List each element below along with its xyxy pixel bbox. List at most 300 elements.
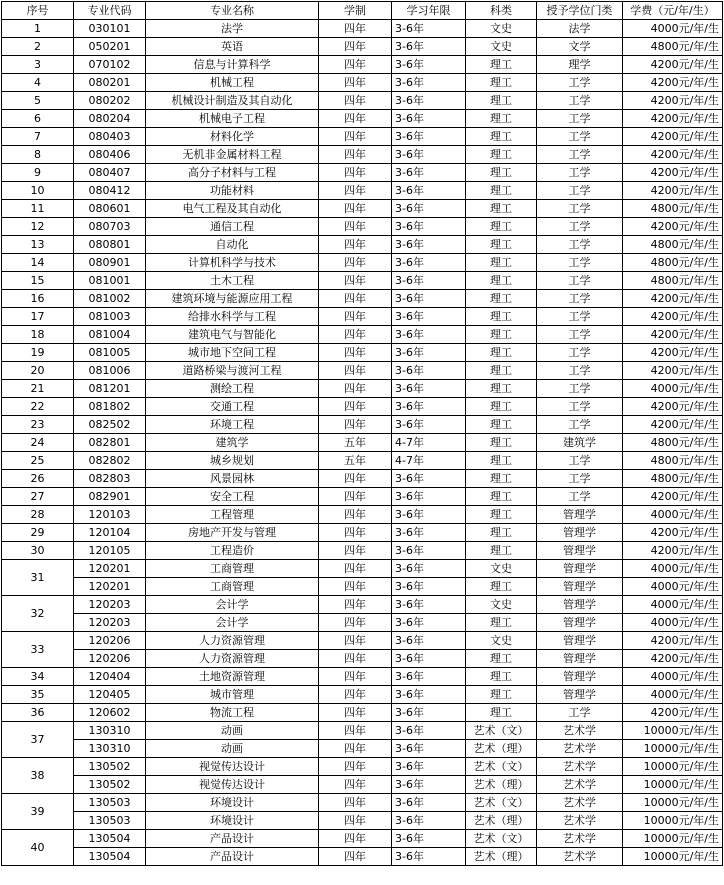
- category-cell: 文史: [466, 596, 537, 614]
- major-name-cell: 法学: [146, 20, 319, 38]
- study-years-cell: 3-6年: [392, 398, 466, 416]
- index-cell: 10: [2, 182, 74, 200]
- duration-cell: 四年: [319, 20, 392, 38]
- tuition-cell: 4000元/年/生: [623, 578, 723, 596]
- degree-cell: 工学: [537, 470, 623, 488]
- degree-cell: 工学: [537, 416, 623, 434]
- major-code-cell: 120203: [74, 596, 146, 614]
- major-name-cell: 机械工程: [146, 74, 319, 92]
- tuition-cell: 4200元/年/生: [623, 164, 723, 182]
- major-code-cell: 030101: [74, 20, 146, 38]
- degree-cell: 工学: [537, 704, 623, 722]
- major-name-cell: 功能材料: [146, 182, 319, 200]
- degree-cell: 法学: [537, 20, 623, 38]
- major-code-cell: 080204: [74, 110, 146, 128]
- study-years-cell: 3-6年: [392, 686, 466, 704]
- category-cell: 理工: [466, 272, 537, 290]
- degree-cell: 理学: [537, 56, 623, 74]
- tuition-cell: 4200元/年/生: [623, 542, 723, 560]
- category-cell: 文史: [466, 632, 537, 650]
- duration-cell: 四年: [319, 362, 392, 380]
- table-row: [2, 164, 723, 182]
- study-years-cell: 3-6年: [392, 812, 466, 830]
- table-row: [2, 776, 723, 794]
- major-name-cell: 人力资源管理: [146, 632, 319, 650]
- study-years-cell: 3-6年: [392, 164, 466, 182]
- major-name-cell: 道路桥梁与渡河工程: [146, 362, 319, 380]
- index-cell: 25: [2, 452, 74, 470]
- duration-cell: 四年: [319, 326, 392, 344]
- duration-cell: 四年: [319, 92, 392, 110]
- category-cell: 理工: [466, 254, 537, 272]
- study-years-cell: 3-6年: [392, 632, 466, 650]
- study-years-cell: 3-6年: [392, 668, 466, 686]
- degree-cell: 工学: [537, 182, 623, 200]
- category-cell: 理工: [466, 182, 537, 200]
- category-cell: 理工: [466, 92, 537, 110]
- study-years-cell: 3-6年: [392, 488, 466, 506]
- study-years-cell: 3-6年: [392, 362, 466, 380]
- duration-cell: 四年: [319, 830, 392, 848]
- duration-cell: 四年: [319, 560, 392, 578]
- table-row: [2, 362, 723, 380]
- major-name-cell: 房地产开发与管理: [146, 524, 319, 542]
- tuition-cell: 4800元/年/生: [623, 272, 723, 290]
- degree-cell: 工学: [537, 308, 623, 326]
- study-years-cell: 3-6年: [392, 20, 466, 38]
- tuition-cell: 4200元/年/生: [623, 416, 723, 434]
- tuition-cell: 4200元/年/生: [623, 524, 723, 542]
- major-code-cell: 082801: [74, 434, 146, 452]
- study-years-cell: 3-6年: [392, 344, 466, 362]
- tuition-cell: 4000元/年/生: [623, 506, 723, 524]
- major-name-cell: 给排水科学与工程: [146, 308, 319, 326]
- table-row: [2, 38, 723, 56]
- study-years-cell: 3-6年: [392, 776, 466, 794]
- table-row: [2, 74, 723, 92]
- study-years-cell: 3-6年: [392, 506, 466, 524]
- category-cell: 艺术（文）: [466, 830, 537, 848]
- degree-cell: 艺术学: [537, 812, 623, 830]
- index-cell: 11: [2, 200, 74, 218]
- index-cell: 26: [2, 470, 74, 488]
- table-row: [2, 812, 723, 830]
- duration-cell: 四年: [319, 632, 392, 650]
- header-category: 科类: [466, 2, 537, 20]
- table-row: [2, 128, 723, 146]
- index-cell: 8: [2, 146, 74, 164]
- category-cell: 理工: [466, 650, 537, 668]
- study-years-cell: 3-6年: [392, 542, 466, 560]
- study-years-cell: 3-6年: [392, 38, 466, 56]
- duration-cell: 五年: [319, 452, 392, 470]
- degree-cell: 工学: [537, 164, 623, 182]
- degree-cell: 工学: [537, 254, 623, 272]
- table-row: [2, 650, 723, 668]
- major-name-cell: 人力资源管理: [146, 650, 319, 668]
- table-row: [2, 704, 723, 722]
- table-row: [2, 92, 723, 110]
- study-years-cell: 3-6年: [392, 848, 466, 866]
- degree-cell: 建筑学: [537, 434, 623, 452]
- table-row: [2, 686, 723, 704]
- table-row: [2, 200, 723, 218]
- major-name-cell: 环境工程: [146, 416, 319, 434]
- category-cell: 理工: [466, 290, 537, 308]
- header-degree: 授予学位门类: [537, 2, 623, 20]
- index-cell: 22: [2, 398, 74, 416]
- category-cell: 艺术（文）: [466, 758, 537, 776]
- index-cell: 27: [2, 488, 74, 506]
- tuition-cell: 10000元/年/生: [623, 794, 723, 812]
- index-cell: 30: [2, 542, 74, 560]
- category-cell: 艺术（理）: [466, 740, 537, 758]
- tuition-cell: 4000元/年/生: [623, 20, 723, 38]
- degree-cell: 工学: [537, 326, 623, 344]
- major-name-cell: 自动化: [146, 236, 319, 254]
- index-cell: 35: [2, 686, 74, 704]
- study-years-cell: 4-7年: [392, 452, 466, 470]
- table-row: [2, 146, 723, 164]
- major-name-cell: 建筑环境与能源应用工程: [146, 290, 319, 308]
- index-cell: 38: [2, 758, 74, 794]
- category-cell: 理工: [466, 146, 537, 164]
- study-years-cell: 3-6年: [392, 380, 466, 398]
- major-code-cell: 081001: [74, 272, 146, 290]
- degree-cell: 工学: [537, 380, 623, 398]
- major-name-cell: 建筑学: [146, 434, 319, 452]
- major-code-cell: 130310: [74, 722, 146, 740]
- category-cell: 艺术（理）: [466, 812, 537, 830]
- major-name-cell: 动画: [146, 722, 319, 740]
- major-code-cell: 081201: [74, 380, 146, 398]
- major-code-cell: 050201: [74, 38, 146, 56]
- header-tuition: 学费（元/年/生）: [623, 2, 723, 20]
- tuition-cell: 4800元/年/生: [623, 200, 723, 218]
- study-years-cell: 3-6年: [392, 758, 466, 776]
- duration-cell: 四年: [319, 398, 392, 416]
- tuition-cell: 10000元/年/生: [623, 776, 723, 794]
- study-years-cell: 3-6年: [392, 128, 466, 146]
- major-name-cell: 环境设计: [146, 812, 319, 830]
- degree-cell: 工学: [537, 218, 623, 236]
- study-years-cell: 4-7年: [392, 434, 466, 452]
- major-code-cell: 120203: [74, 614, 146, 632]
- major-name-cell: 材料化学: [146, 128, 319, 146]
- table-row: [2, 524, 723, 542]
- table-row: [2, 740, 723, 758]
- index-cell: 1: [2, 20, 74, 38]
- duration-cell: 四年: [319, 650, 392, 668]
- category-cell: 文史: [466, 20, 537, 38]
- index-cell: 3: [2, 56, 74, 74]
- duration-cell: 四年: [319, 128, 392, 146]
- degree-cell: 管理学: [537, 506, 623, 524]
- table-row: [2, 308, 723, 326]
- study-years-cell: 3-6年: [392, 722, 466, 740]
- degree-cell: 管理学: [537, 542, 623, 560]
- degree-cell: 工学: [537, 236, 623, 254]
- table-row: [2, 470, 723, 488]
- tuition-cell: 4000元/年/生: [623, 380, 723, 398]
- category-cell: 艺术（理）: [466, 848, 537, 866]
- header-index: 序号: [2, 2, 74, 20]
- category-cell: 艺术（文）: [466, 722, 537, 740]
- tuition-cell: 4200元/年/生: [623, 290, 723, 308]
- major-name-cell: 工程管理: [146, 506, 319, 524]
- study-years-cell: 3-6年: [392, 92, 466, 110]
- major-code-cell: 080703: [74, 218, 146, 236]
- study-years-cell: 3-6年: [392, 272, 466, 290]
- index-cell: 24: [2, 434, 74, 452]
- major-code-cell: 080202: [74, 92, 146, 110]
- index-cell: 33: [2, 632, 74, 668]
- tuition-cell: 4800元/年/生: [623, 254, 723, 272]
- category-cell: 理工: [466, 542, 537, 560]
- major-name-cell: 会计学: [146, 614, 319, 632]
- table-row: [2, 452, 723, 470]
- tuition-cell: 10000元/年/生: [623, 740, 723, 758]
- tuition-cell: 4200元/年/生: [623, 92, 723, 110]
- category-cell: 理工: [466, 74, 537, 92]
- duration-cell: 四年: [319, 254, 392, 272]
- index-cell: 34: [2, 668, 74, 686]
- category-cell: 理工: [466, 506, 537, 524]
- index-cell: 31: [2, 560, 74, 596]
- category-cell: 理工: [466, 344, 537, 362]
- index-cell: 19: [2, 344, 74, 362]
- table-row: [2, 542, 723, 560]
- study-years-cell: 3-6年: [392, 614, 466, 632]
- major-code-cell: 081802: [74, 398, 146, 416]
- table-row: [2, 722, 723, 740]
- duration-cell: 四年: [319, 74, 392, 92]
- major-name-cell: 高分子材料与工程: [146, 164, 319, 182]
- category-cell: 理工: [466, 470, 537, 488]
- index-cell: 14: [2, 254, 74, 272]
- major-name-cell: 城市管理: [146, 686, 319, 704]
- index-cell: 36: [2, 704, 74, 722]
- major-code-cell: 120104: [74, 524, 146, 542]
- table-row: [2, 380, 723, 398]
- tuition-cell: 4200元/年/生: [623, 74, 723, 92]
- table-row: [2, 488, 723, 506]
- table-row: [2, 416, 723, 434]
- major-code-cell: 082502: [74, 416, 146, 434]
- table-row: [2, 20, 723, 38]
- degree-cell: 管理学: [537, 650, 623, 668]
- table-row: [2, 506, 723, 524]
- header-duration: 学制: [319, 2, 392, 20]
- tuition-cell: 10000元/年/生: [623, 722, 723, 740]
- tuition-cell: 4200元/年/生: [623, 398, 723, 416]
- duration-cell: 四年: [319, 416, 392, 434]
- study-years-cell: 3-6年: [392, 56, 466, 74]
- category-cell: 理工: [466, 164, 537, 182]
- category-cell: 理工: [466, 686, 537, 704]
- major-code-cell: 080901: [74, 254, 146, 272]
- tuition-cell: 4200元/年/生: [623, 308, 723, 326]
- category-cell: 理工: [466, 236, 537, 254]
- major-code-cell: 120404: [74, 668, 146, 686]
- duration-cell: 四年: [319, 506, 392, 524]
- degree-cell: 艺术学: [537, 740, 623, 758]
- majors-table: [1, 1, 723, 866]
- degree-cell: 艺术学: [537, 722, 623, 740]
- degree-cell: 工学: [537, 452, 623, 470]
- major-code-cell: 130503: [74, 794, 146, 812]
- category-cell: 理工: [466, 452, 537, 470]
- duration-cell: 四年: [319, 596, 392, 614]
- degree-cell: 工学: [537, 272, 623, 290]
- category-cell: 理工: [466, 398, 537, 416]
- tuition-cell: 10000元/年/生: [623, 848, 723, 866]
- major-code-cell: 081003: [74, 308, 146, 326]
- tuition-cell: 4200元/年/生: [623, 488, 723, 506]
- duration-cell: 四年: [319, 272, 392, 290]
- major-code-cell: 081004: [74, 326, 146, 344]
- degree-cell: 管理学: [537, 686, 623, 704]
- major-code-cell: 080412: [74, 182, 146, 200]
- duration-cell: 四年: [319, 488, 392, 506]
- category-cell: 理工: [466, 362, 537, 380]
- table-row: [2, 632, 723, 650]
- table-row: [2, 56, 723, 74]
- tuition-cell: 4200元/年/生: [623, 704, 723, 722]
- degree-cell: 艺术学: [537, 830, 623, 848]
- table-row: [2, 560, 723, 578]
- tuition-cell: 4000元/年/生: [623, 560, 723, 578]
- study-years-cell: 3-6年: [392, 416, 466, 434]
- category-cell: 艺术（理）: [466, 776, 537, 794]
- major-code-cell: 081006: [74, 362, 146, 380]
- major-code-cell: 120405: [74, 686, 146, 704]
- major-code-cell: 080601: [74, 200, 146, 218]
- major-code-cell: 120103: [74, 506, 146, 524]
- duration-cell: 四年: [319, 56, 392, 74]
- index-cell: 6: [2, 110, 74, 128]
- degree-cell: 工学: [537, 488, 623, 506]
- study-years-cell: 3-6年: [392, 524, 466, 542]
- degree-cell: 艺术学: [537, 758, 623, 776]
- study-years-cell: 3-6年: [392, 182, 466, 200]
- major-name-cell: 产品设计: [146, 830, 319, 848]
- degree-cell: 工学: [537, 128, 623, 146]
- study-years-cell: 3-6年: [392, 650, 466, 668]
- table-row: [2, 434, 723, 452]
- duration-cell: 四年: [319, 146, 392, 164]
- major-name-cell: 工程造价: [146, 542, 319, 560]
- category-cell: 理工: [466, 200, 537, 218]
- major-code-cell: 082803: [74, 470, 146, 488]
- tuition-cell: 4800元/年/生: [623, 434, 723, 452]
- category-cell: 理工: [466, 614, 537, 632]
- degree-cell: 工学: [537, 110, 623, 128]
- study-years-cell: 3-6年: [392, 236, 466, 254]
- major-name-cell: 动画: [146, 740, 319, 758]
- tuition-cell: 4200元/年/生: [623, 128, 723, 146]
- major-name-cell: 城乡规划: [146, 452, 319, 470]
- degree-cell: 管理学: [537, 524, 623, 542]
- index-cell: 18: [2, 326, 74, 344]
- study-years-cell: 3-6年: [392, 470, 466, 488]
- duration-cell: 四年: [319, 722, 392, 740]
- duration-cell: 四年: [319, 308, 392, 326]
- major-name-cell: 视觉传达设计: [146, 758, 319, 776]
- table-row: [2, 290, 723, 308]
- duration-cell: 四年: [319, 812, 392, 830]
- major-name-cell: 安全工程: [146, 488, 319, 506]
- index-cell: 39: [2, 794, 74, 830]
- major-name-cell: 视觉传达设计: [146, 776, 319, 794]
- table-row: [2, 182, 723, 200]
- category-cell: 理工: [466, 668, 537, 686]
- category-cell: 理工: [466, 56, 537, 74]
- major-name-cell: 交通工程: [146, 398, 319, 416]
- tuition-cell: 4800元/年/生: [623, 470, 723, 488]
- table-row: [2, 218, 723, 236]
- duration-cell: 四年: [319, 218, 392, 236]
- tuition-cell: 4200元/年/生: [623, 218, 723, 236]
- major-code-cell: 120206: [74, 650, 146, 668]
- table-row: [2, 830, 723, 848]
- study-years-cell: 3-6年: [392, 74, 466, 92]
- index-cell: 15: [2, 272, 74, 290]
- index-cell: 4: [2, 74, 74, 92]
- major-code-cell: 120201: [74, 578, 146, 596]
- major-code-cell: 080406: [74, 146, 146, 164]
- major-code-cell: 070102: [74, 56, 146, 74]
- major-name-cell: 会计学: [146, 596, 319, 614]
- header-study-years: 学习年限: [392, 2, 466, 20]
- degree-cell: 艺术学: [537, 848, 623, 866]
- major-code-cell: 130502: [74, 758, 146, 776]
- major-code-cell: 120201: [74, 560, 146, 578]
- tuition-cell: 4800元/年/生: [623, 236, 723, 254]
- table-row: [2, 326, 723, 344]
- table-row: [2, 614, 723, 632]
- degree-cell: 管理学: [537, 596, 623, 614]
- study-years-cell: 3-6年: [392, 254, 466, 272]
- study-years-cell: 3-6年: [392, 200, 466, 218]
- table-row: [2, 398, 723, 416]
- table-row: [2, 272, 723, 290]
- major-name-cell: 城市地下空间工程: [146, 344, 319, 362]
- tuition-cell: 4200元/年/生: [623, 110, 723, 128]
- major-code-cell: 082901: [74, 488, 146, 506]
- category-cell: 理工: [466, 524, 537, 542]
- duration-cell: 四年: [319, 542, 392, 560]
- study-years-cell: 3-6年: [392, 830, 466, 848]
- category-cell: 理工: [466, 488, 537, 506]
- duration-cell: 四年: [319, 200, 392, 218]
- category-cell: 文史: [466, 560, 537, 578]
- duration-cell: 四年: [319, 110, 392, 128]
- study-years-cell: 3-6年: [392, 110, 466, 128]
- degree-cell: 文学: [537, 38, 623, 56]
- duration-cell: 四年: [319, 236, 392, 254]
- tuition-cell: 4200元/年/生: [623, 344, 723, 362]
- degree-cell: 管理学: [537, 668, 623, 686]
- duration-cell: 五年: [319, 434, 392, 452]
- major-name-cell: 电气工程及其自动化: [146, 200, 319, 218]
- category-cell: 理工: [466, 578, 537, 596]
- category-cell: 理工: [466, 128, 537, 146]
- major-name-cell: 工商管理: [146, 578, 319, 596]
- tuition-cell: 4800元/年/生: [623, 452, 723, 470]
- major-code-cell: 130503: [74, 812, 146, 830]
- table-body: [2, 20, 723, 866]
